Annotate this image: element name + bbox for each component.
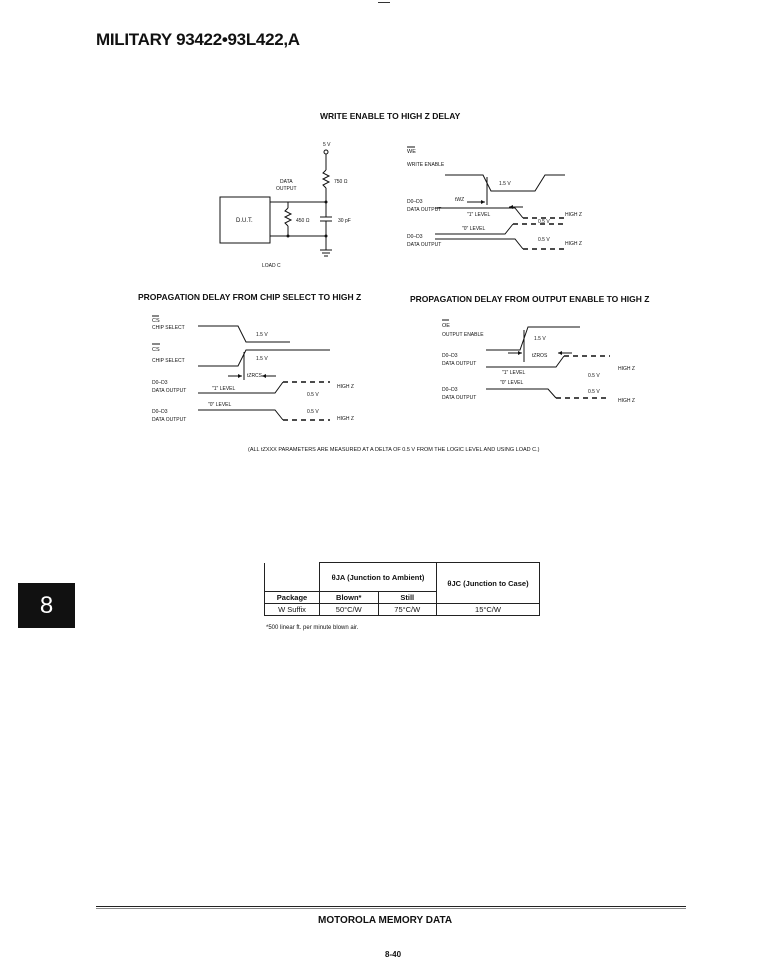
load-c-caption: LOAD C <box>262 263 281 269</box>
still-header: Still <box>378 592 437 604</box>
row-package: W Suffix <box>265 604 320 616</box>
oe-data-label-1: DATA OUTPUT <box>442 361 477 367</box>
theta-ja-header: θJA (Junction to Ambient) <box>320 563 437 592</box>
cs-data-label-1: DATA OUTPUT <box>152 388 187 394</box>
row-blown: 50°C/W <box>320 604 379 616</box>
csb-signal-label: CS <box>152 347 160 353</box>
we-v05-1: 0.5 V <box>538 219 550 225</box>
cs-v05-2: 0.5 V <box>307 409 319 415</box>
empty-corner-cell <box>265 563 320 592</box>
dut-label: D.U.T. <box>236 218 253 224</box>
capacitor-label: 30 pF <box>338 218 351 224</box>
table-footnote: *500 linear ft. per minute blown air. <box>266 625 359 631</box>
cs-v05-1: 0.5 V <box>307 392 319 398</box>
cs-highz-2: HIGH Z <box>337 416 354 422</box>
data-output-line1: DATA <box>280 179 293 185</box>
package-header: Package <box>265 592 320 604</box>
oe-data-signal-1: D0–D3 <box>442 353 458 359</box>
oe-v05-1: 0.5 V <box>588 373 600 379</box>
cs-data-signal-1: D0–D3 <box>152 380 168 386</box>
oe-signal-label: OE <box>442 323 450 329</box>
output-enable-title: PROPAGATION DELAY FROM OUTPUT ENABLE TO HIGH Z <box>410 294 650 304</box>
cs-zero-level: "0" LEVEL <box>208 402 232 408</box>
top-tick-mark <box>378 2 390 3</box>
tzros-label: tZROS <box>532 353 548 359</box>
data-output-line2: OUTPUT <box>276 186 297 192</box>
we-v05-2: 0.5 V <box>538 237 550 243</box>
we-zero-level: "0" LEVEL <box>462 226 486 232</box>
measurement-note: (ALL tZXXX PARAMETERS ARE MEASURED AT A DELTA OF 0.5 V FROM THE LOGIC LEVEL AND USING LOAD C.) <box>248 447 540 453</box>
write-enable-title: WRITE ENABLE TO HIGH Z DELAY <box>320 111 461 121</box>
oe-data-signal-2: D0–D3 <box>442 387 458 393</box>
we-level-label: 1.5 V <box>499 181 511 187</box>
oe-one-level: "1" LEVEL <box>502 370 526 376</box>
oe-data-label-2: DATA OUTPUT <box>442 395 477 401</box>
oe-zero-level: "0" LEVEL <box>500 380 524 386</box>
cs-highz-1: HIGH Z <box>337 384 354 390</box>
page-title: MILITARY 93422•93L422,A <box>96 30 300 49</box>
twz-label: tWZ <box>455 197 465 203</box>
row-jc: 15°C/W <box>437 604 540 616</box>
we-timing-diagram <box>405 145 605 260</box>
load-c-circuit <box>200 140 380 275</box>
oe-description: OUTPUT ENABLE <box>442 332 484 338</box>
cs-data-label-2: DATA OUTPUT <box>152 417 187 423</box>
we-highz-1: HIGH Z <box>565 212 582 218</box>
resistor-450-label: 450 Ω <box>296 218 310 224</box>
cs-signal-label: CS <box>152 318 160 324</box>
we-data-signal-2: D0–D3 <box>407 234 423 240</box>
we-signal-label: WE <box>407 149 416 155</box>
cs-data-signal-2: D0–D3 <box>152 409 168 415</box>
supply-label: 5 V <box>323 142 331 148</box>
cs-one-level: "1" LEVEL <box>212 386 236 392</box>
oe-timing-diagram <box>440 318 660 410</box>
we-data-signal-1: D0–D3 <box>407 199 423 205</box>
oe-level-label: 1.5 V <box>534 336 546 342</box>
footer-rule <box>96 906 686 907</box>
footer-brand: MOTOROLA MEMORY DATA <box>318 915 453 926</box>
theta-jc-header: θJC (Junction to Case) <box>437 563 540 604</box>
page-number: 8-40 <box>385 950 402 959</box>
we-highz-2: HIGH Z <box>565 241 582 247</box>
oe-highz-1: HIGH Z <box>618 366 635 372</box>
resistor-750-label: 750 Ω <box>334 179 348 185</box>
oe-v05-2: 0.5 V <box>588 389 600 395</box>
cs-description: CHIP SELECT <box>152 325 185 331</box>
csb-description: CHIP SELECT <box>152 358 185 364</box>
cs-timing-diagram <box>150 314 380 432</box>
footer-rule-secondary <box>96 908 686 909</box>
we-data-label-1: DATA OUTPUT <box>407 207 442 213</box>
cs-level-label: 1.5 V <box>256 332 268 338</box>
we-description: WRITE ENABLE <box>407 162 445 168</box>
thermal-table <box>264 562 540 616</box>
oe-highz-2: HIGH Z <box>618 398 635 404</box>
chip-select-title: PROPAGATION DELAY FROM CHIP SELECT TO HIGH Z <box>138 292 362 302</box>
csb-level-label: 1.5 V <box>256 356 268 362</box>
row-still: 75°C/W <box>378 604 437 616</box>
we-one-level: "1" LEVEL <box>467 212 491 218</box>
blown-header: Blown* <box>320 592 379 604</box>
tzrcs-label: tZRCS <box>247 373 262 379</box>
we-data-label-2: DATA OUTPUT <box>407 242 442 248</box>
section-tab: 8 <box>18 583 75 628</box>
